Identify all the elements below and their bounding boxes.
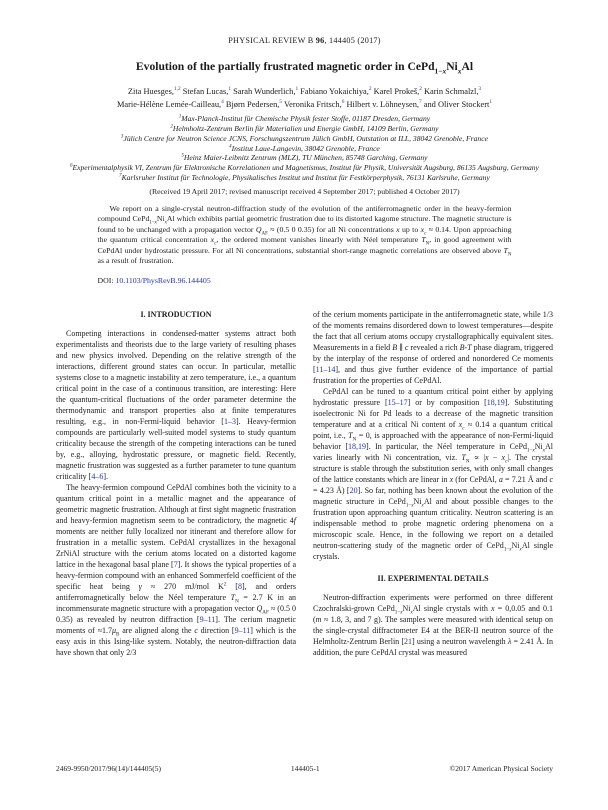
citation-link[interactable]: 11–14 (315, 365, 336, 375)
citation-link[interactable]: 1 (295, 86, 299, 93)
section-heading-introduction: I. INTRODUCTION (140, 310, 212, 320)
citation-link[interactable]: 18,19 (486, 398, 505, 408)
affiliation-line-5: $^5$Heinz Maier-Leibnitz Zentrum (MLZ), TU München, 85748 Garching, Germany (181, 153, 428, 163)
citation-link[interactable]: 3 (478, 86, 482, 93)
doi-link[interactable]: 10.1103/PhysRevB.96.144405 (115, 276, 211, 286)
citation-link[interactable]: 9–11 (234, 626, 251, 636)
citation-link[interactable]: 18,19 (348, 442, 367, 452)
affiliation-line-4: $^4$Institut Laue-Langevin, 38042 Grenoble, France (229, 143, 380, 153)
doi-label: DOI: (97, 276, 114, 286)
footer-copyright: ©2017 American Physical Society (449, 764, 553, 773)
journal-header: PHYSICAL REVIEW B 96, 144405 (2017) (228, 36, 381, 45)
citation-link[interactable]: 4 (221, 99, 224, 106)
abstract: We report on a single-crystal neutron-diffraction study of the evolution of the antiferromagnetic order in the heavy-fermion compound $CePd_{1-x}Ni_xAl$ which exhibits partial geometric frustration due to its distorted kagome structure. The magnetic structure is found to be unchanged with a propagation vector $Q_{AF} \approx (0.5$ 0 0.35) for all Ni concentrations x up to $x_c \approx 0.14$. Upon approaching the quantum critical concentration $x_c$, the ordered moment vanishes linearly with Néel temperature $T_N$, in good agreement with CePdAl under hydrostatic pressure. For all Ni concentrations, substantial short-range magnetic correlations are observed above $T_N$ as a result of frustration. (97, 203, 512, 265)
citation-link[interactable]: 1 (489, 99, 493, 106)
citation-link[interactable]: 4–6 (91, 472, 104, 482)
affiliation-line-7: $^7$Karlsruher Institut für Technologie, Physikalisches Institut und Institut für Festkörperphysik, 76131 Karlsruhe, Germany (119, 173, 490, 183)
page-footer (56, 764, 553, 773)
citation-link[interactable]: 8 (237, 582, 242, 592)
doi-line (98, 276, 512, 285)
citation-link[interactable]: 15–17 (387, 398, 408, 408)
citation-link[interactable]: 7 (418, 99, 422, 106)
paper-title: Evolution of the partially frustrated magnetic order in $CePd_{1-x}Ni_xAl$ (135, 60, 474, 76)
author-line-2: Marie-Hélène Lemée-Cailleau,$^4$ Bjørn Pedersen,$^5$ Veronika Fritsch,$^6$ Hilbert v. Löhneysen,$^7$ and Oliver Stockert$^1$ (116, 99, 493, 109)
citation-link[interactable]: 7 (173, 560, 178, 570)
intro-paragraph-3: CePdAl can be tuned to a quantum critical point either by applying hydrostatic pressure [15–17] or by composition [18,19]. Substituting isoelectronic Ni for Pd leads to a decrease of the magnetic transition temperature and at a critical Ni content of $x_c \approx 0.14$ a quantum critical point, i.e., $T_N = 0$, is approached with the appearance of non-Fermi-liquid behavior [18,19]. In particular, the Néel temperature in $CePd_{1-x}Ni_xAl$ varies linearly with Ni concentration, viz. $T_N \propto |x - x_c|$. The crystal structure is stable through the substitution series, with only small changes of the lattice constants which are linear in x (for CePdAl, a = 7.21 Å and c = 4.23 Å) [20]. So far, nothing has been known about the evolution of the magnetic structure in $CePd_{1-x}Ni_xAl$ and about possible changes to the frustration upon approaching quantum criticality. Neutron scattering is an indispensable method to probe magnetic ordering phenomena on a microscopic scale. Hence, in the following we report on a detailed neutron-scattering study of the magnetic order of $CePd_{1-x}Ni_xAl$ single crystals. (313, 387, 554, 562)
affiliation-line-1: $^1$Max-Planck-Institut für Chemische Physik fester Stoffe, 01187 Dresden, Germany (178, 114, 431, 124)
footer-issn: 2469-9950/2017/96(14)/144405(5) (56, 764, 161, 773)
citation-link[interactable]: 6 (341, 99, 345, 106)
section-heading-experimental: II. EXPERIMENTAL DETAILS (377, 574, 489, 584)
citation-link[interactable]: 1–3 (223, 417, 236, 427)
author-line-1: Zita Huesges,$^{1,2}$ Stefan Lucas,$^1$ Sarah Wunderlich,$^1$ Fabiano Yokaichiya,$^2$ Karel Prokeš,$^2$ Karin Schmalzl,$^3$ (127, 86, 482, 97)
affiliation-line-6: $^6$Experimentalphysik VI, Zentrum für Elektronische Korrelationen und Magnetismus, Institut für Physik, Universität Augsburg, 86135 Augsburg, Germany (70, 163, 539, 173)
citation-link[interactable]: 1 (228, 86, 232, 93)
affiliation-line-3: $^3$Jülich Centre for Neutron Science JCNS, Forschungszentrum Jülich GmbH, Outstation at ILL, 38042 Grenoble, France (121, 133, 488, 143)
right-column (313, 309, 553, 658)
affiliations-block (56, 114, 553, 183)
intro-paragraph-2-left: The heavy-fermion compound CePdAl combines both the vicinity to a quantum critical point in a metallic magnet and the appearance of geometric magnetic frustration. Although at first sight magnetic frustration and heavy-fermion magnetism seem to be contradictory, the magnetic 4f moments are neither fully localized nor itinerant and therefore allow for frustration in a metallic system. CePdAl crystallizes in the hexagonal ZrNiAl structure with the cerium atoms located on a distorted kagome lattice in the hexagonal basal plane [7]. It shows the typical properties of a heavy-fermion compound with an enhanced Sommerfeld coefficient of the specific heat being γ ≈ 270 mJ/mol $K^2$ [8], and orders antiferromagnetically below the Néel temperature $T_N = 2.7$ K in an incommensurate magnetic structure with a propagation vector $Q_{AF} \approx (0.5$ 0 0.35) as revealed by neutron diffraction [9–11]. The cerium magnetic moments of $\approx 1.7\mu_B$ are aligned along the c direction [9–11] which is the easy axis in this Ising-like system. Notably, the neutron-diffraction data have shown that only 2/3 (56, 483, 297, 658)
intro-paragraph-2-right: of the cerium moments participate in the antiferromagnetic state, while 1/3 of the moments remains disordered down to lowest temperatures—despite the fact that all cerium atoms occupy crystallographically equivalent sites. Measurements in a field B ∥ c revealed a rich B-T phase diagram, triggered by the interplay of the response of ordered and nonordered Ce moments [11–14], and thus give further evidence of the importance of partial frustration for the properties of CePdAl. (313, 310, 553, 386)
affiliation-line-2: $^2$Helmholtz-Zentrum Berlin für Materialien und Energie GmbH, 14109 Berlin, Germany (170, 124, 439, 134)
citation-link[interactable]: 20 (349, 486, 358, 496)
left-column (56, 309, 296, 658)
intro-paragraph-1: Competing interactions in condensed-matter systems attract both experimentalists and theorists due to the large variety of resulting phases and new physics involved. Depending on the relative strength of the interactions, different ground states can occur. In particular, metallic systems close to a magnetic instability at zero temperature, i.e., a quantum critical point in the case of a continuous transition, are interesting: Here the quantum-critical fluctuations of the order parameter determine the thermodynamic and transport properties also at finite temperatures resulting, e.g., in non-Fermi-liquid behavior [1–3]. Heavy-fermion compounds are particularly well-suited model systems to study quantum criticality because the strength of the competing interactions can be tuned by, e.g., alloying, hydrostatic pressure, or magnetic field. Recently, magnetic frustration was suggested as a further parameter to tune quantum criticality [4–6]. (56, 329, 297, 482)
citation-link[interactable]: 9–11 (199, 615, 216, 625)
citation-link[interactable]: 21 (404, 637, 413, 647)
citation-link[interactable]: 2 (419, 86, 422, 93)
experimental-paragraph-1: Neutron-diffraction experiments were performed on three different Czochralski-grown $CePd_{1-x}Ni_xAl$ single crystals with x = 0,0.05 and 0.1 (m ≈ 1.8, 3, and 7 g). The samples were measured with identical setup on the single-crystal diffractometer E4 at the BER-II neutron source of the Helmholtz-Zentrum Berlin [21] using a neutron wavelength λ = 2.41 Å. In addition, the pure CePdAl crystal was measured (313, 593, 553, 658)
authors-block (56, 86, 553, 111)
citation-link[interactable]: 5 (279, 99, 283, 106)
citation-link[interactable]: 2 (368, 86, 372, 93)
body-columns (56, 309, 553, 658)
received-line: (Received 19 April 2017; revised manuscript received 4 September 2017; published 4 October 2017) (149, 186, 460, 196)
footer-page-number: 144405-1 (290, 764, 320, 773)
citation-link[interactable]: 1,2 (173, 86, 181, 93)
